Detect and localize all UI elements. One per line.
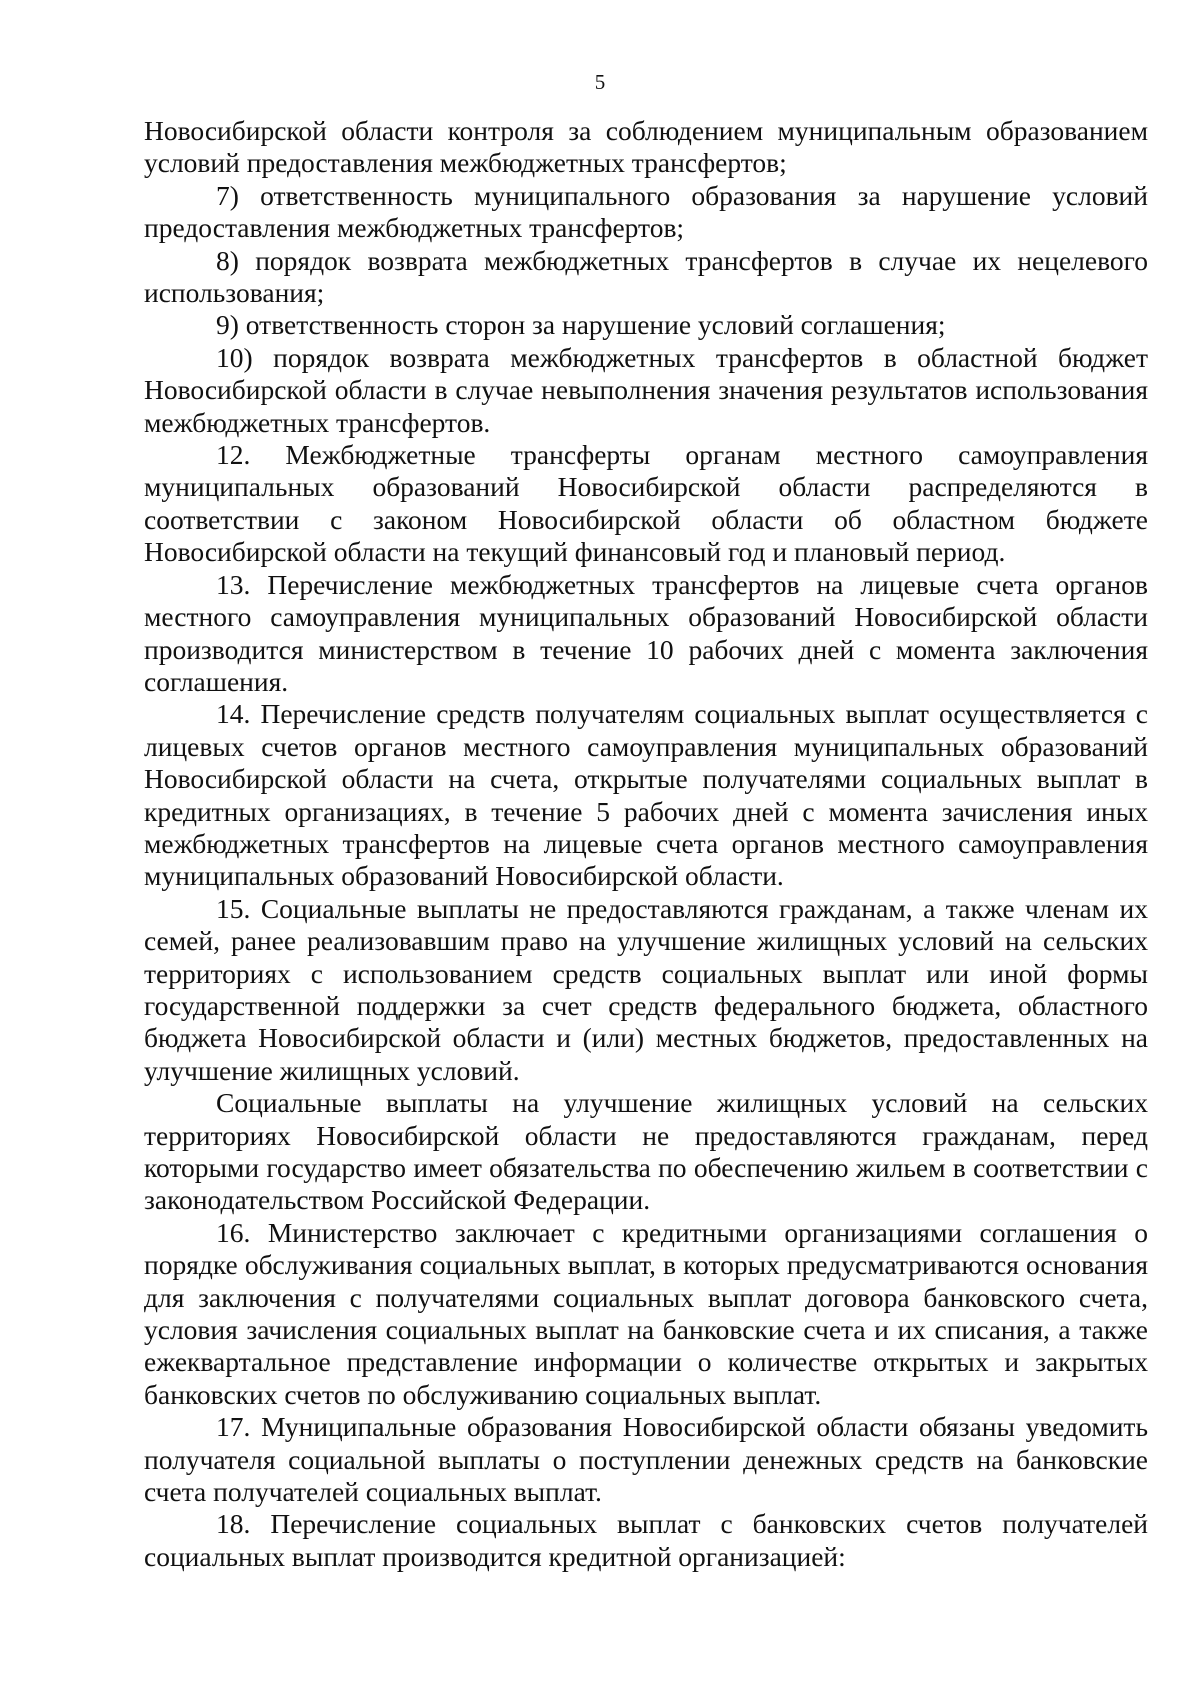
paragraph-clause-13: 13. Перечисление межбюджетных трансфертов на лицевые счета органов местного самоуправления муниципальных образований Новосибирской области производится министерством в течение 10 рабочих дней с момента заключения соглашения. <box>144 568 1148 697</box>
paragraph-clause-17: 17. Муниципальные образования Новосибирской области обязаны уведомить получателя социальной выплаты о поступлении денежных средств на банковские счета получателей социальных выплат. <box>144 1411 1148 1508</box>
document-body <box>144 115 1148 1573</box>
paragraph-clause-18: 18. Перечисление социальных выплат с банковских счетов получателей социальных выплат производится кредитной организацией: <box>144 1508 1148 1572</box>
paragraph-clause-15-continued: Социальные выплаты на улучшение жилищных условий на сельских территориях Новосибирской области не предоставляются гражданам, перед которыми государство имеет обязательства по обеспечению жильем в соответствии с законодательством Российской Федерации. <box>144 1087 1148 1216</box>
paragraph-clause-12: 12. Межбюджетные трансферты органам местного самоуправления муниципальных образований Новосибирской области распределяются в соответствии с законом Новосибирской области об областном бюджете Новосибирской области на текущий финансовый год и плановый период. <box>144 439 1148 568</box>
paragraph-item-9: 9) ответственность сторон за нарушение условий соглашения; <box>216 309 946 341</box>
paragraph-clause-16: 16. Министерство заключает с кредитными организациями соглашения о порядке обслуживания социальных выплат, в которых предусматриваются основания для заключения с получателями социальных выплат договора банковского счета, условия зачисления социальных выплат на банковские счета и их списания, а также ежеквартальное представление информации о количестве открытых и закрытых банковских счетов по обслуживанию социальных выплат. <box>144 1216 1148 1410</box>
paragraph-clause-15: 15. Социальные выплаты не предоставляются гражданам, а также членам их семей, ранее реализовавшим право на улучшение жилищных условий на сельских территориях с использованием средств социальных выплат или иной формы государственной поддержки за счет средств федерального бюджета, областного бюджета Новосибирской области и (или) местных бюджетов, предоставленных на улучшение жилищных условий. <box>144 892 1148 1086</box>
paragraph-item-7: 7) ответственность муниципального образования за нарушение условий предоставления межбюджетных трансфертов; <box>144 179 1148 244</box>
page-number: 5 <box>594 70 606 94</box>
paragraph-continuation: Новосибирской области контроля за соблюдением муниципальным образованием условий предоставления межбюджетных трансфертов; <box>144 115 1148 179</box>
paragraph-clause-14: 14. Перечисление средств получателям социальных выплат осуществляется с лицевых счетов органов местного самоуправления муниципальных образований Новосибирской области на счета, открытые получателями социальных выплат в кредитных организациях, в течение 5 рабочих дней с момента зачисления иных межбюджетных трансфертов на лицевые счета органов местного самоуправления муниципальных образований Новосибирской области. <box>144 698 1148 892</box>
paragraph-item-10: 10) порядок возврата межбюджетных трансфертов в областной бюджет Новосибирской области в случае невыполнения значения результатов использования межбюджетных трансфертов. <box>144 341 1148 438</box>
paragraph-item-8: 8) порядок возврата межбюджетных трансфертов в случае их нецелевого использования; <box>144 244 1148 309</box>
